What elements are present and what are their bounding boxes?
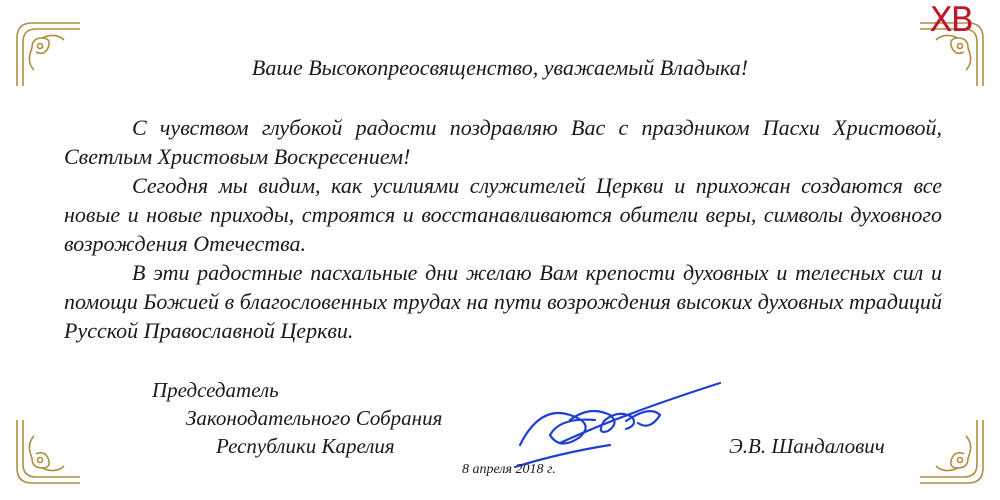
signer-title-line: Законодательного Собрания xyxy=(186,406,443,430)
salutation: Ваше Высокопреосвященство, уважаемый Владыка! xyxy=(251,55,749,80)
signer-name: Э.В. Шандалович xyxy=(729,434,885,458)
signer-title-line: Председатель xyxy=(152,378,279,402)
corner-ornament-icon xyxy=(12,418,82,488)
paragraph: С чувством глубокой радости поздравляю Вас с праздником Пасхи Христовой, Светлым Христовым Воскресением! xyxy=(64,115,942,169)
signer-title-line: Республики Карелия xyxy=(216,434,395,458)
handwritten-mark: ХВ xyxy=(929,0,972,40)
letter-body xyxy=(64,113,942,345)
paragraph: Сегодня мы видим, как усилиями служителей Церкви и прихожан создаются все новые и новые приходы, строятся и восстанавливаются обители веры, символы духовного возрождения Отечества. xyxy=(64,173,942,256)
signature-scribble xyxy=(500,375,730,475)
corner-ornament-icon xyxy=(918,418,988,488)
letter-date: 8 апреля 2018 г. xyxy=(462,462,556,477)
paragraph: В эти радостные пасхальные дни желаю Вам крепости духовных и телесных сил и помощи Божией в благословенных трудах на пути возрождения высоких духовных традиций Русской Православной Церкви. xyxy=(64,260,942,343)
